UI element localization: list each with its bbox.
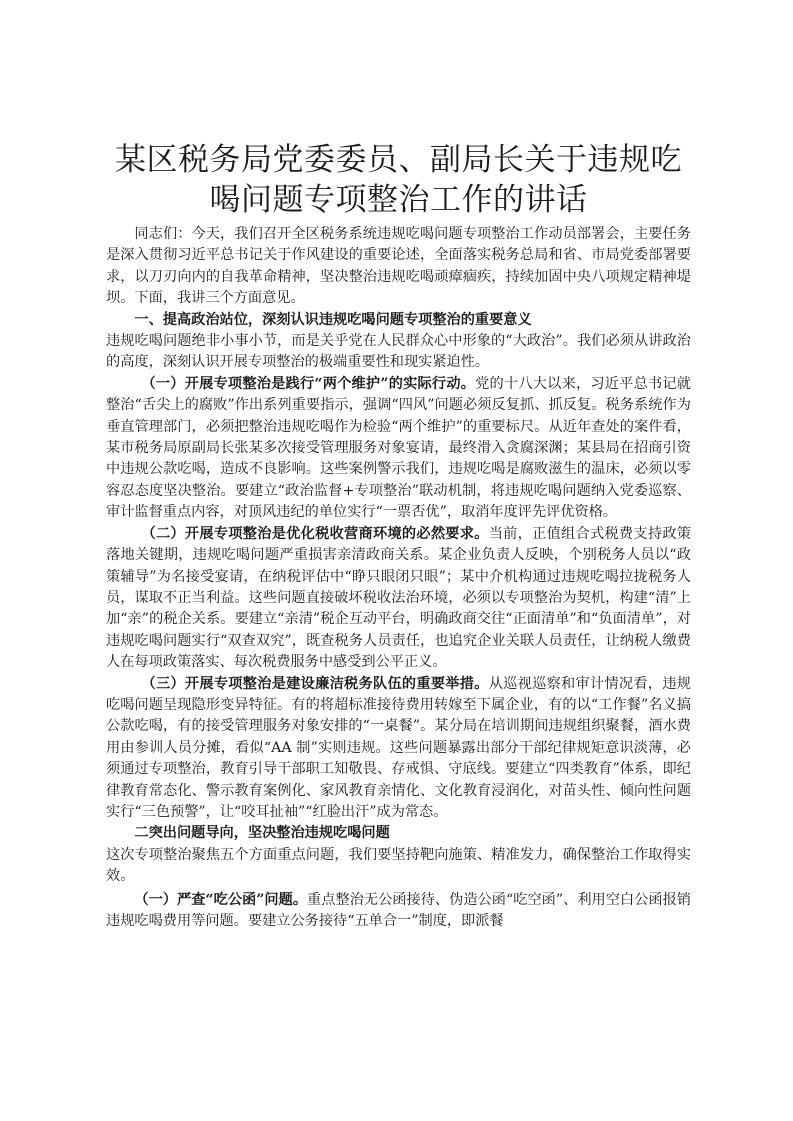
document-title: 某区税务局党委委员、副局长关于违规吃喝问题专项整治工作的讲话 [115,142,682,218]
section1-point3-heading: （三）开展专项整治是建设廉洁税务队伍的重要举措。 [141,675,489,692]
section1-point3 [106,674,691,824]
section1-heading: 一、提高政治站位，深刻认识违规吃喝问题专项整治的重要意义 [134,311,532,328]
section1-point1-body: 党的十八大以来，习近平总书记就整治“舌尖上的腐败”作出系列重要指示，强调“四风”问题必须反复抓、抓反复。税务系统作为垂直管理部门，必须把整治违规吃喝作为检验“两个维护”的重要标尺。从近年查处的案件看，某市税务局原副局长张某多次接受管理服务对象宴请，最终滑入贪腐深渊；某县局在招商引资中违规公款吃喝，造成不良影响。这些案例警示我们，违规吃喝是腐败滋生的温床，必须以零容忍态度坚决整治。要建立“政治监督+专项整治”联动机制，将违规吃喝问题纳入党委巡察、审计监督重点内容，对顶风违纪的单位实行“一票否优”，取消年度评先评优资格。 [106,375,691,521]
section2-lead: 这次专项整治聚焦五个方面重点问题，我们要坚持靶向施策、精准发力，确保整治工作取得实效。 [106,846,691,885]
section2-heading: 二突出问题导向，坚决整治违规吃喝问题 [134,825,390,842]
section2-point1-heading: （一）严查“吃公函”问题。 [134,891,308,908]
section1-point1 [106,374,691,524]
section1-point1-heading: （一）开展专项整治是践行“两个维护”的实际行动。 [141,375,476,392]
section2-point1 [106,890,691,933]
section1-lead: 违规吃喝问题绝非小事小节，而是关乎党在人民群众心中形象的“大政治”。我们必须从讲政治的高度，深刻认识开展专项整治的极端重要性和现实紧迫性。 [106,333,691,371]
intro-paragraph: 同志们：今天，我们召开全区税务系统违规吃喝问题专项整治工作动员部署会，主要任务是深入贯彻习近平总书记关于作风建设的重要论述，全面落实税务总局和省、市局党委部署要求，以刀刃向内的自我革命精神，坚决整治违规吃喝顽瘴痼疾，持续加固中央八项规定精神堤坝。下面，我讲三个方面意见。 [106,226,691,307]
section1-point3-body: 从巡视巡察和审计情况看，违规吃喝问题呈现隐形变异特征。有的将超标准接待费用转嫁至下属企业，有的以“工作餐”名义搞公款吃喝，有的接受管理服务对象安排的“一桌餐”。某分局在培训期间违规组织聚餐，酒水费用由参训人员分摊，看似“AA 制”实则违规。这些问题暴露出部分干部纪律规矩意识淡薄，必须通过专项整治，教育引导干部职工知敬畏、存戒惧、守底线。要建立“四类教育”体系，即纪律教育常态化、警示教育案例化、家风教育亲情化、文化教育浸润化，对苗头性、倾向性问题实行“三色预警”，让“咬耳扯袖”“红脸出汗”成为常态。 [106,675,691,820]
section1-point2-heading: （二）开展专项整治是优化税收营商环境的必然要求。 [141,525,489,542]
section2-point1-body: 重点整治无公函接待、伪造公函“吃空函”、利用空白公函报销违规吃喝费用等问题。要建立公务接待“五单合一”制度，即派餐 [106,891,691,929]
section1-point2-body: 当前，正值组合式税费支持政策落地关键期，违规吃喝问题严重损害亲清政商关系。某企业负责人反映，个别税务人员以“政策辅导”为名接受宴请，在纳税评估中“睁只眼闭只眼”；某中介机构通过违规吃喝拉拢税务人员，谋取不正当利益。这些问题直接破坏税收法治环境，必须以专项整治为契机，构建“清”上加“亲”的税企关系。要建立“亲清”税企互动平台，明确政商交往“正面清单”和“负面清单”，对违规吃喝问题实行“双查双究”，既查税务人员责任，也追究企业关联人员责任，让纳税人缴费人在每项政策落实、每次税费服务中感受到公平正义。 [106,525,691,671]
section1-point2 [106,524,691,674]
document-page [106,140,691,932]
